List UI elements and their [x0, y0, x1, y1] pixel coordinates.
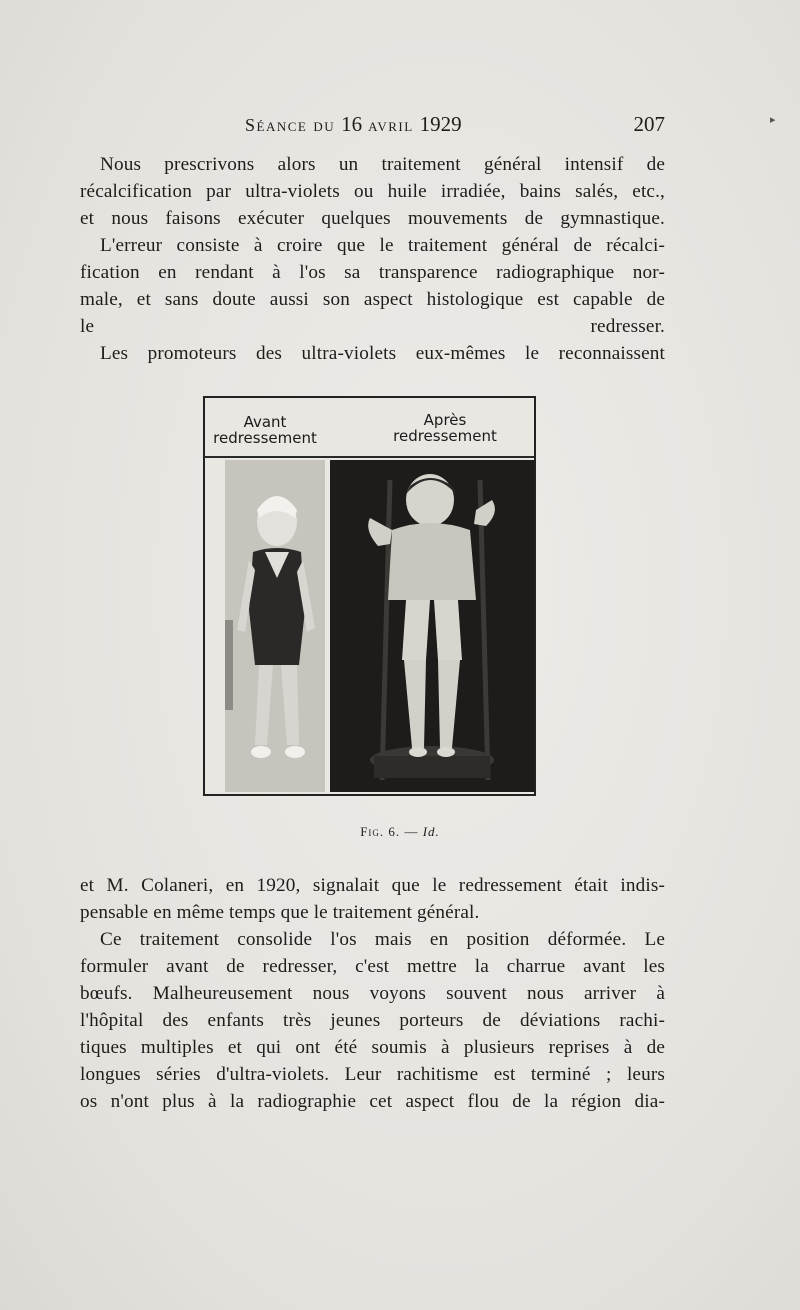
text-line: formuler avant de redresser, c'est mettre la charrue avant les — [80, 956, 665, 977]
text-line: Ce traitement consolide l'os mais en position déformée. Le — [100, 929, 665, 950]
figure-id: Id. — [422, 824, 440, 839]
text-line: le redresser. — [80, 316, 665, 337]
figure-dash: — — [400, 824, 423, 839]
child-before-illustration — [225, 460, 325, 792]
text-line: Nous prescrivons alors un traitement général intensif de — [100, 154, 665, 175]
title-year: 1929 — [419, 112, 462, 136]
caption-after-line2: redressement — [393, 427, 497, 445]
caption-after — [377, 412, 513, 444]
figure-caption-bar — [205, 398, 534, 458]
title-seance: Séance du — [245, 115, 342, 135]
running-title — [245, 112, 462, 137]
text-line: Les promoteurs des ultra-violets eux-mêmes le reconnaissent — [100, 343, 665, 364]
caption-before-line2: redressement — [213, 429, 317, 447]
text-line: l'hôpital des enfants très jeunes porteurs de déviations rachi- — [80, 1010, 665, 1031]
text-line: bœufs. Malheureusement nous voyons souvent nous arriver à — [80, 983, 665, 1004]
figure-label — [0, 824, 800, 840]
paragraph-1 — [80, 151, 665, 232]
title-day: 16 — [341, 112, 363, 136]
text-line: os n'ont plus à la radiographie cet aspect flou de la région dia- — [80, 1091, 665, 1112]
text-line: et M. Colaneri, en 1920, signalait que le redressement était indis- — [80, 875, 665, 896]
margin-arrow-icon: ▸ — [770, 114, 776, 126]
page-number: 207 — [633, 112, 665, 136]
photo-before-correction — [225, 460, 325, 792]
text-line: pensable en même temps que le traitement général. — [80, 902, 480, 923]
text-line: tiques multiples et qui ont été soumis à plusieurs reprises à de — [80, 1037, 665, 1058]
paragraph-4 — [80, 872, 665, 926]
paragraph-5 — [80, 926, 665, 1115]
text-line: L'erreur consiste à croire que le traitement général de récalci- — [100, 235, 665, 256]
text-line: récalcification par ultra-violets ou huile irradiée, bains salés, etc., — [80, 181, 665, 202]
text-line: fication en rendant à l'os sa transparence radiographique nor- — [80, 262, 665, 283]
child-after-illustration — [330, 460, 534, 792]
running-header — [80, 112, 665, 140]
photo-after-correction — [330, 460, 534, 792]
text-line: male, et sans doute aussi son aspect histologique est capable de — [80, 289, 665, 310]
figure-number: Fig. 6. — [360, 824, 401, 839]
caption-before-line1: Avant — [243, 413, 287, 431]
title-month: avril — [362, 115, 420, 135]
paragraph-2 — [80, 232, 665, 340]
text-line: longues séries d'ultra-violets. Leur rachitisme est terminé ; leurs — [80, 1064, 665, 1085]
paragraph-3 — [80, 340, 665, 367]
caption-before — [209, 414, 321, 446]
figure-6 — [203, 396, 536, 796]
text-line: et nous faisons exécuter quelques mouvements de gymnastique. — [80, 208, 665, 229]
caption-after-line1: Après — [423, 411, 467, 429]
